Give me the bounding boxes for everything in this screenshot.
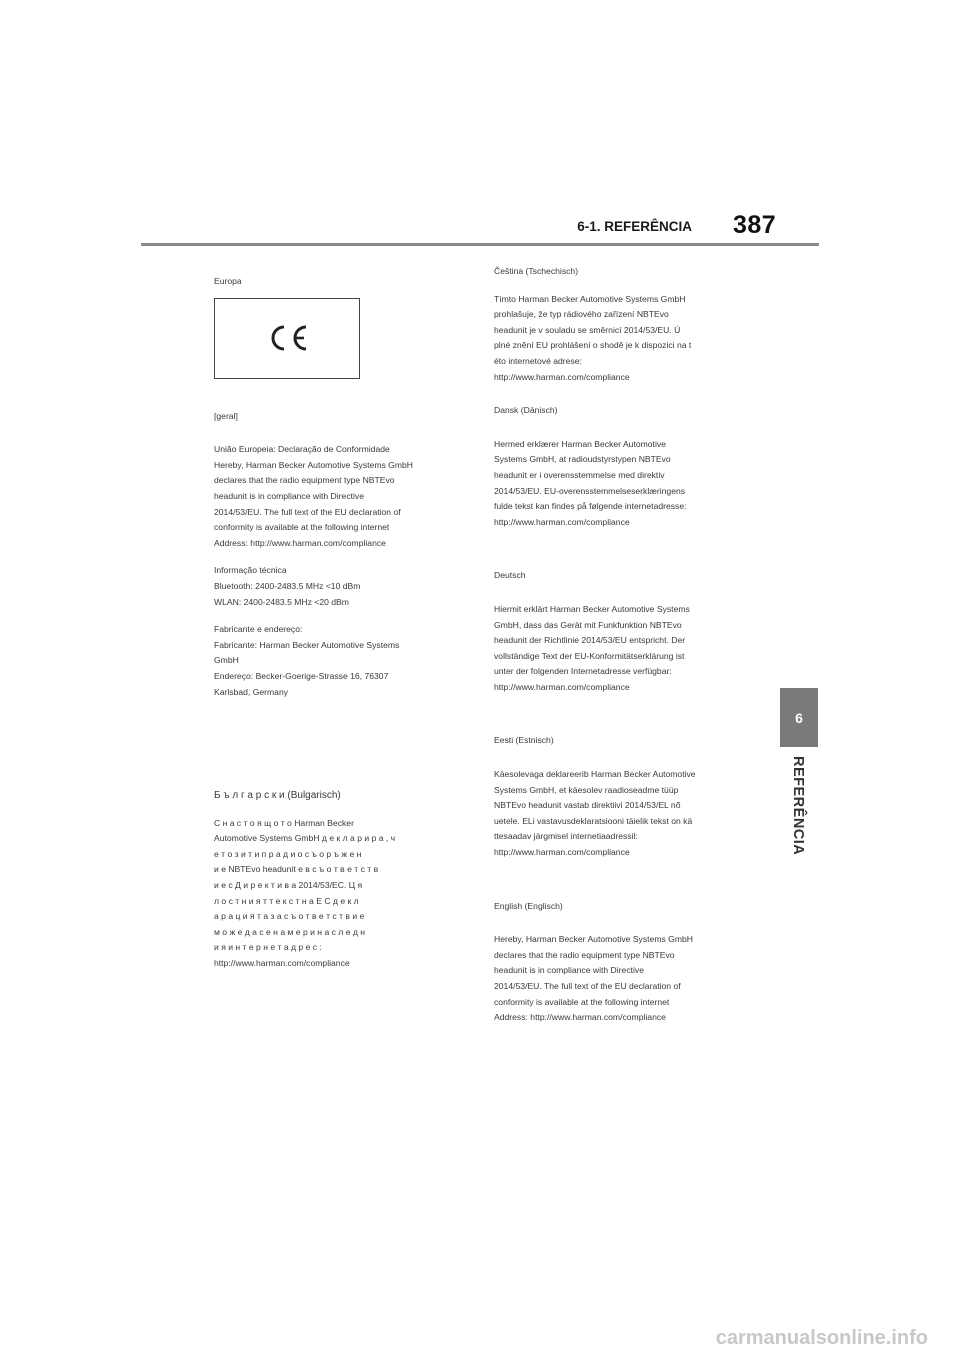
text-line: Systems GmbH, at radioudstyrstypen NBTEvo (494, 454, 671, 465)
text-line: Käesolevaga deklareerib Harman Becker Automotive (494, 769, 696, 780)
geral-label: [geral] (214, 410, 238, 421)
right-column (494, 264, 756, 1026)
text-line: declares that the radio equipment type NBTEvo (494, 949, 675, 960)
text-line: Karlsbad, Germany (214, 686, 289, 697)
europa-heading: Europa (214, 276, 242, 286)
estonian-heading: Eesti (Estnisch) (494, 735, 554, 746)
ce-mark-icon (264, 324, 310, 352)
text-line: Hereby, Harman Becker Automotive Systems GmbH (494, 934, 693, 945)
english-text (494, 932, 756, 1026)
text-line: Address: http://www.harman.com/compliance (214, 537, 386, 548)
danish-heading: Dansk (Dänisch) (494, 405, 558, 416)
text-line: headunit is in compliance with Directive (494, 965, 644, 976)
text-line: Automotive Systems GmbH д е к л а р и р а , ч (214, 833, 396, 844)
text-line: Hiermit erklärt Harman Becker Automotive Systems (494, 603, 690, 614)
text-line: headunit der Richtlinie 2014/53/EU entspricht. Der (494, 635, 686, 646)
text-line: 2014/53/EU. The full text of the EU declaration of (214, 506, 401, 517)
text-line: http://www.harman.com/compliance (214, 958, 350, 969)
text-line: uetele. ELi vastavusdeklaratsiooni täielik tekst on kä (494, 815, 693, 826)
german-heading: Deutsch (494, 570, 526, 581)
text-line: и е NBTEvo headunit е в с ъ о т в е т с т в (214, 864, 379, 875)
text-line: conformity is available at the following internet (214, 522, 390, 533)
text-line: Systems GmbH, et käesolev raadioseadme tüüp (494, 784, 679, 795)
text-line: С н а с т о я щ о т о Harman Becker (214, 817, 354, 828)
text-line: http://www.harman.com/compliance (494, 847, 630, 858)
text-line: NBTEvo headunit vastab direktiivi 2014/53/EL nõ (494, 800, 681, 811)
text-line: Fabricante: Harman Becker Automotive Systems (214, 639, 400, 650)
watermark-link[interactable]: carmanualsonline.info (715, 1327, 928, 1349)
text-line: а р а ц и я т а з а с ъ о т в е т с т в и е (214, 911, 365, 922)
text-line: GmbH (214, 655, 239, 666)
text-line: headunit is in compliance with Directive (214, 490, 364, 501)
english-heading: English (Englisch) (494, 900, 563, 911)
text-line: WLAN: 2400-2483.5 MHz <20 dBm (214, 596, 349, 607)
text-line: plné znění EU prohlášení o shodě je k dispozici na t (494, 340, 692, 351)
chapter-label: REFERÊNCIA (790, 756, 806, 856)
text-line: http://www.harman.com/compliance (494, 371, 630, 382)
danish-text (494, 437, 756, 531)
text-line: Hermed erklærer Harman Becker Automotive (494, 438, 666, 449)
section-title: 6-1. REFERÊNCIA (577, 219, 692, 234)
text-line: http://www.harman.com/compliance (494, 516, 630, 527)
bulgarian-heading: Б ъ л г а р с к и (Bulgarisch) (214, 790, 341, 802)
header-divider (141, 243, 819, 246)
text-line: headunit er i overensstemmelse med direktiv (494, 469, 665, 480)
text-line: и я и н т е р н е т а д р е с : (214, 942, 322, 953)
text-line: declares that the radio equipment type NBTEvo (214, 475, 395, 486)
text-line: http://www.harman.com/compliance (494, 681, 630, 692)
text-line: 2014/53/EU. The full text of the EU declaration of (494, 981, 681, 991)
text-line: unter der folgenden Internetadresse verfügbar: (494, 666, 672, 677)
text-line: headunit je v souladu se směrnicí 2014/53/EU. Ú (494, 324, 681, 335)
text-line: Bluetooth: 2400-2483.5 MHz <10 dBm (214, 580, 361, 591)
estonian-text (494, 767, 756, 861)
text-line: prohlašuje, že typ rádiového zařízení NBTEvo (494, 309, 669, 320)
text-line: Endereço: Becker-Goerige-Strasse 16, 76307 (214, 670, 389, 681)
text-line: Fabricante e endereço: (214, 624, 303, 635)
page-number: 387 (733, 211, 777, 239)
eu-declaration-heading: União Europeia: Declaração de Conformidade (214, 444, 390, 455)
ce-mark-box (214, 298, 360, 379)
text-line: GmbH, dass das Gerät mit Funkfunktion NBTEvo (494, 619, 682, 630)
text-line: 2014/53/EU. EU-overensstemmelseserklæringens (494, 485, 686, 496)
german-text (494, 602, 756, 696)
text-line: fulde tekst kan findes på følgende internetadresse: (494, 501, 687, 512)
text-line: Informação técnica (214, 565, 287, 576)
text-line: м о ж е д а с е н а м е р и н а с л е д н (214, 926, 366, 937)
text-line: е т о з и т и п р а д и о с ъ о р ъ ж е н (214, 848, 362, 859)
text-line: Address: http://www.harman.com/compliance (494, 1012, 666, 1023)
manufacturer-info (214, 622, 476, 700)
text-line: Hereby, Harman Becker Automotive Systems GmbH (214, 459, 413, 470)
eu-declaration-text (214, 458, 476, 552)
czech-heading: Čeština (Tschechisch) (494, 266, 579, 276)
text-line: Tímto Harman Becker Automotive Systems GmbH (494, 293, 686, 304)
text-line: и е с Д и р е к т и в а 2014/53/ЕС. Ц я (214, 880, 363, 891)
text-line: ttesaadav järgmisel internetiaadressil: (494, 831, 638, 842)
bulgarian-text (214, 816, 476, 972)
left-column (214, 274, 476, 972)
technical-info (214, 563, 476, 610)
chapter-tab[interactable] (780, 688, 818, 747)
text-line: éto internetové adrese: (494, 355, 582, 366)
text-line: conformity is available at the following internet (494, 996, 670, 1007)
text-line: vollständige Text der EU-Konformitätserklärung ist (494, 650, 685, 661)
chapter-number: 6 (795, 709, 803, 726)
czech-text (494, 292, 756, 386)
text-line: л о с т н и я т т е к с т н а Е С д е к л (214, 895, 359, 906)
